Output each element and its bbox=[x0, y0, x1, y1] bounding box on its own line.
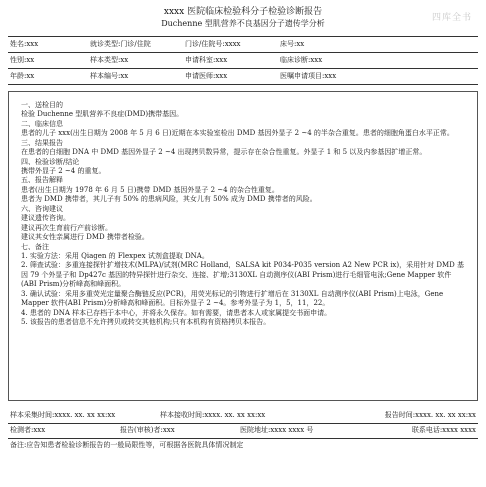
note-item: 2. 筛查试验：多重连接探针扩增技术(MLPA)/试剂(MRC Holland，SALSA kit P034-P035 version A2 New PCR ix)，采用针对 DMD 基因 79 个外显子和 Dp427c 基因的特异探针进行杂交、连接、扩增;3130XL 自动测序仪(ABI Prism)进行毛细管电泳;Gene Mapper 软件(ABI Prism)分析峰高和峰面积。 bbox=[21, 261, 464, 289]
info-diagnosis: 临床诊断:xxx bbox=[280, 55, 323, 64]
info-department: 申请科室:xxx bbox=[185, 55, 228, 64]
section-heading: 六、咨询建议 bbox=[21, 204, 63, 213]
info-physician: 申请医师:xxx bbox=[185, 71, 228, 80]
note-item: 3. 确认试验：采用多重荧光定量聚合酶链反应(PCR)，用荧光标记的引物进行扩增后在 3130XL 自动测序仪(ABI Prism)上电泳，Gene Mapper 软件(ABI Prism)分析峰高和峰面积。目标外显子 2 ~4。参考外显子为 1，5，11，22。 bbox=[21, 289, 444, 308]
body-text: 患者为 DMD 携带者，其儿子有 50% 的患病风险，其女儿有 50% 成为 DMD 携带者的风险。 bbox=[21, 195, 317, 204]
body-text: 在患者的白细胞 DNA 中 DMD 基因外显子 2 ~4 出现拷贝数异常，提示存在杂合性重复。外显子 1 和 5 以及内参基因扩增正常。 bbox=[21, 148, 427, 157]
info-name: 姓名:xxx bbox=[10, 39, 39, 48]
section-heading: 七、备注 bbox=[21, 242, 49, 251]
section-heading: 四、检验诊断/结论 bbox=[21, 157, 80, 166]
body-text: 建议遗传咨询。 bbox=[21, 214, 70, 223]
info-age: 年龄:xx bbox=[10, 71, 35, 80]
report-subtitle: Duchenne 型肌营养不良基因分子遗传学分析 bbox=[161, 19, 325, 29]
collection-time: 样本采集时间:xxxx. xx. xx xx:xx bbox=[10, 411, 116, 420]
body-text: 建议其女性亲属进行 DMD 携带者检验。 bbox=[21, 233, 149, 242]
info-sample-id: 样本编号:xx bbox=[90, 71, 129, 80]
note-item: 4. 患者的 DNA 样本已存档于本中心，并将永久保存。如有需要，请患者本人或家属提交书面申请。 bbox=[21, 308, 332, 317]
info-row bbox=[8, 53, 478, 69]
body-text: 患者的儿子 xxx(出生日期为 2008 年 5 月 6 日)近期在本实验室检出 DMD 基因外显子 2 ~4 的半杂合重复。患者的细胞角蛋白水平正常。 bbox=[21, 129, 454, 138]
footer-times bbox=[8, 409, 478, 424]
tester: 检测者:xxx bbox=[10, 426, 46, 435]
patient-info bbox=[8, 37, 478, 85]
receive-time: 样本接收时间:xxxx. xx. xx xx:xx bbox=[160, 411, 266, 420]
footer-note: 备注:应告知患者检验诊断报告的一般局限性等，可根据各医院具体情况制定 bbox=[10, 441, 244, 450]
report-footer bbox=[8, 409, 478, 453]
report-body bbox=[8, 91, 478, 401]
info-row bbox=[8, 69, 478, 85]
section-heading: 五、报告解释 bbox=[21, 176, 63, 185]
reviewer: 报告(审核)者:xxx bbox=[120, 426, 175, 435]
info-row bbox=[8, 37, 478, 53]
contact-phone: 联系电话:xxxx xxxx bbox=[411, 426, 476, 435]
section-heading: 二、临床信息 bbox=[21, 119, 63, 128]
body-text: 检验 Duchenne 型肌营养不良症(DMD)携带基因。 bbox=[21, 110, 184, 119]
section-heading: 一、送检目的 bbox=[21, 100, 63, 109]
footer-signatures bbox=[8, 424, 478, 439]
body-text: 携带外显子 2 ~4 的重复。 bbox=[21, 167, 106, 175]
hospital-address: 医院地址:xxxx xxxx 号 bbox=[240, 426, 314, 435]
note-item: 1. 实验方法：采用 Qiagen 的 Flexpex 试剂盒提取 DNA。 bbox=[21, 251, 209, 260]
info-visit-type: 就诊类型:门诊/住院 bbox=[90, 39, 151, 48]
info-bed: 床号:xx bbox=[280, 39, 305, 48]
body-text: 患者(出生日期为 1978 年 6 月 5 日)携带 DMD 基因外显子 2 ~4 的杂合性重复。 bbox=[21, 185, 279, 194]
info-sample-type: 样本类型:xx bbox=[90, 55, 129, 64]
report-time: 报告时间:xxxx. xx. xx xx:xx bbox=[384, 411, 476, 420]
info-visit-number: 门诊/住院号:xxxx bbox=[185, 39, 241, 48]
watermark-logo: 四库全书 bbox=[431, 13, 472, 23]
report-title: xxxx 医院临床检验科分子检验诊断报告 bbox=[163, 7, 323, 17]
section-heading: 三、结果报告 bbox=[21, 138, 63, 147]
info-order-item: 医嘱申请项目:xxx bbox=[280, 71, 337, 80]
info-sex: 性别:xx bbox=[10, 55, 35, 64]
note-item: 5. 该报告的患者信息不允许拷贝或转交其他机构;只有本机构有资格拷贝本报告。 bbox=[21, 318, 271, 326]
body-text: 建议再次生育前行产前诊断。 bbox=[21, 223, 112, 232]
